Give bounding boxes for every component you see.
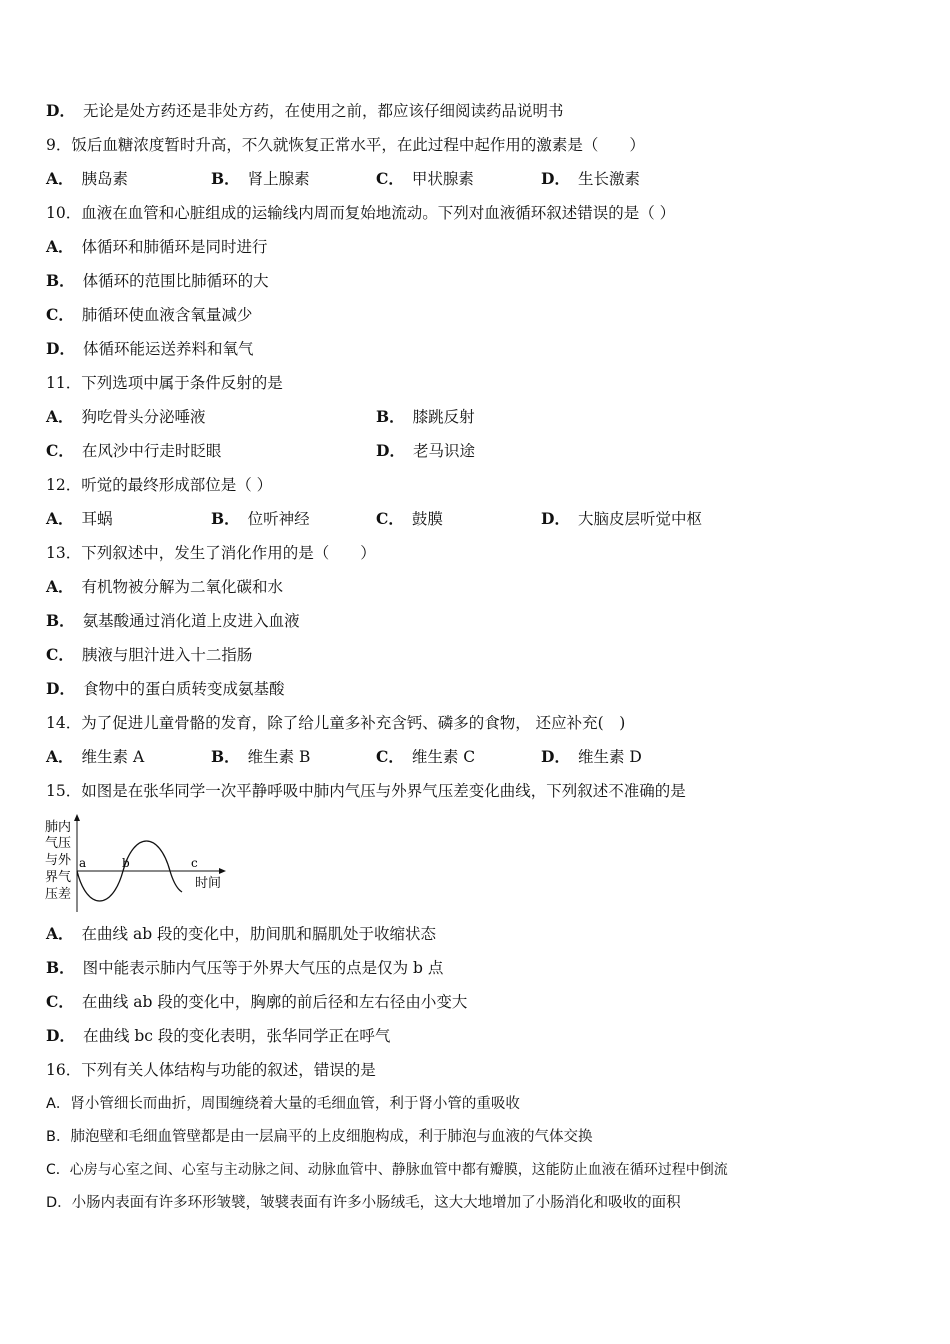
option-label: A． bbox=[46, 924, 74, 943]
q8-option-d bbox=[46, 100, 563, 122]
option-label: B． bbox=[46, 1129, 71, 1145]
option-text: 体循环和肺循环是同时进行 bbox=[81, 238, 268, 256]
q11-option-a bbox=[46, 406, 206, 428]
y-axis-label-line4: 界气 bbox=[45, 870, 72, 885]
option-label: A． bbox=[46, 237, 74, 256]
option-label: D． bbox=[541, 509, 570, 528]
x-axis-arrow bbox=[219, 868, 226, 874]
q12-stem: 12．听觉的最终形成部位是（ ） bbox=[46, 476, 273, 494]
option-label: D． bbox=[376, 441, 405, 460]
option-text: 肾上腺素 bbox=[247, 170, 310, 188]
option-text: 生长激素 bbox=[577, 170, 640, 188]
option-label: B． bbox=[46, 611, 75, 630]
q16-option-b bbox=[46, 1126, 592, 1148]
option-label: B． bbox=[211, 747, 240, 766]
q10-stem: 10．血液在血管和心脏组成的运输线内周而复始地流动。下列对血液循环叙述错误的是（ ） bbox=[46, 204, 676, 222]
option-text: 胰液与胆汁进入十二指肠 bbox=[81, 646, 253, 664]
q15-option-d bbox=[46, 1025, 390, 1047]
q15-option-a bbox=[46, 923, 436, 945]
q14-option-b bbox=[211, 746, 310, 768]
y-axis-label-line2: 气压 bbox=[45, 836, 72, 851]
option-text: 氨基酸通过消化道上皮进入血液 bbox=[82, 612, 300, 630]
pressure-curve-figure bbox=[44, 814, 234, 914]
point-c-label: c bbox=[191, 856, 198, 870]
y-axis-label-line3: 与外 bbox=[45, 853, 72, 868]
q9-stem: 9．饭后血糖浓度暂时升高，不久就恢复正常水平，在此过程中起作用的激素是（ ） bbox=[46, 136, 645, 154]
q16-option-c bbox=[46, 1159, 728, 1181]
option-text: 无论是处方药还是非处方药，在使用之前，都应该仔细阅读药品说明书 bbox=[82, 102, 564, 120]
option-text: 肺泡壁和毛细血管壁都是由一层扁平的上皮细胞构成，利于肺泡与血液的气体交换 bbox=[70, 1129, 593, 1145]
q15-option-b bbox=[46, 957, 443, 979]
q10-option-c bbox=[46, 304, 252, 326]
option-label: B． bbox=[46, 958, 75, 977]
y-axis-label-line5: 压差 bbox=[45, 887, 72, 902]
option-text: 维生素 B bbox=[247, 748, 311, 766]
q16-option-a bbox=[46, 1093, 520, 1115]
q15-option-c bbox=[46, 991, 467, 1013]
option-label: C． bbox=[46, 305, 74, 324]
option-text: 维生素 D bbox=[577, 748, 642, 766]
option-text: 在曲线 bc 段的变化表明，张华同学正在呼气 bbox=[82, 1027, 391, 1045]
option-label: A． bbox=[46, 169, 74, 188]
option-label: C． bbox=[46, 992, 74, 1011]
option-text: 大脑皮层听觉中枢 bbox=[577, 510, 702, 528]
q9-option-b bbox=[211, 168, 310, 190]
q9-option-c bbox=[376, 168, 474, 190]
q14-option-d bbox=[541, 746, 642, 768]
q11-option-b bbox=[376, 406, 475, 428]
q13-stem: 13．下列叙述中，发生了消化作用的是（ ） bbox=[46, 544, 376, 562]
option-label: C． bbox=[46, 645, 74, 664]
option-label: A． bbox=[46, 747, 74, 766]
option-label: D． bbox=[46, 339, 75, 358]
y-axis-arrow bbox=[74, 814, 80, 821]
q11-stem: 11．下列选项中属于条件反射的是 bbox=[46, 374, 283, 392]
option-text: 小肠内表面有许多环形皱襞，皱襞表面有许多小肠绒毛，这大大地增加了小肠消化和吸收的面积 bbox=[71, 1195, 681, 1211]
option-label: A． bbox=[46, 407, 74, 426]
option-text: 心房与心室之间、心室与主动脉之间、动脉血管中、静脉血管中都有瓣膜，这能防止血液在循环过程中倒流 bbox=[69, 1162, 728, 1178]
option-text: 食物中的蛋白质转变成氨基酸 bbox=[82, 680, 285, 698]
option-label: D． bbox=[541, 169, 570, 188]
q14-option-c bbox=[376, 746, 475, 768]
q11-option-c bbox=[46, 440, 221, 462]
option-label: C． bbox=[376, 169, 404, 188]
y-axis-label-line1: 肺内 bbox=[45, 820, 72, 835]
option-label: C． bbox=[46, 1162, 70, 1178]
option-text: 老马识途 bbox=[412, 442, 475, 460]
q10-option-a bbox=[46, 236, 268, 258]
option-text: 在曲线 ab 段的变化中，肋间肌和膈肌处于收缩状态 bbox=[81, 925, 437, 943]
q12-option-b bbox=[211, 508, 310, 530]
option-label: B． bbox=[46, 271, 75, 290]
option-text: 甲状腺素 bbox=[411, 170, 474, 188]
q12-option-a bbox=[46, 508, 113, 530]
option-label: B． bbox=[211, 169, 240, 188]
q10-option-b bbox=[46, 270, 269, 292]
option-text: 维生素 A bbox=[81, 748, 145, 766]
q14-option-a bbox=[46, 746, 144, 768]
option-text: 维生素 C bbox=[411, 748, 476, 766]
option-text: 在风沙中行走时眨眼 bbox=[81, 442, 222, 460]
option-text: 体循环的范围比肺循环的大 bbox=[82, 272, 269, 290]
q12-option-c bbox=[376, 508, 443, 530]
x-axis-label: 时间 bbox=[195, 876, 222, 891]
q10-option-d bbox=[46, 338, 253, 360]
option-label: D． bbox=[46, 1195, 72, 1211]
option-text: 在曲线 ab 段的变化中，胸廓的前后径和左右径由小变大 bbox=[81, 993, 468, 1011]
option-label: B． bbox=[211, 509, 240, 528]
option-label: D． bbox=[46, 101, 75, 120]
q13-option-a bbox=[46, 576, 283, 598]
option-label: C． bbox=[376, 747, 404, 766]
q16-option-d bbox=[46, 1192, 681, 1214]
q12-option-d bbox=[541, 508, 702, 530]
q13-option-d bbox=[46, 678, 284, 700]
q11-option-d bbox=[376, 440, 475, 462]
option-text: 耳蜗 bbox=[81, 510, 113, 528]
option-label: A． bbox=[46, 1096, 71, 1112]
q13-option-c bbox=[46, 644, 252, 666]
point-a-label: a bbox=[79, 856, 87, 870]
q16-stem: 16．下列有关人体结构与功能的叙述，错误的是 bbox=[46, 1061, 376, 1079]
option-text: 体循环能运送养料和氧气 bbox=[82, 340, 254, 358]
option-text: 狗吃骨头分泌唾液 bbox=[81, 408, 206, 426]
option-label: A． bbox=[46, 577, 74, 596]
q9-option-d bbox=[541, 168, 640, 190]
q15-stem: 15．如图是在张华同学一次平静呼吸中肺内气压与外界气压差变化曲线，下列叙述不准确的是 bbox=[46, 782, 686, 800]
option-text: 膝跳反射 bbox=[412, 408, 475, 426]
option-text: 肺循环使血液含氧量减少 bbox=[81, 306, 253, 324]
option-label: A． bbox=[46, 509, 74, 528]
option-text: 图中能表示肺内气压等于外界大气压的点是仅为 b 点 bbox=[82, 959, 444, 977]
option-label: D． bbox=[46, 1026, 75, 1045]
option-text: 胰岛素 bbox=[81, 170, 129, 188]
option-label: D． bbox=[541, 747, 570, 766]
option-label: C． bbox=[376, 509, 404, 528]
q13-option-b bbox=[46, 610, 300, 632]
option-label: D． bbox=[46, 679, 75, 698]
option-label: B． bbox=[376, 407, 405, 426]
option-text: 有机物被分解为二氧化碳和水 bbox=[81, 578, 284, 596]
q9-option-a bbox=[46, 168, 128, 190]
option-text: 位听神经 bbox=[247, 510, 310, 528]
option-text: 肾小管细长而曲折，周围缠绕着大量的毛细血管，利于肾小管的重吸收 bbox=[70, 1096, 520, 1112]
option-text: 鼓膜 bbox=[411, 510, 443, 528]
option-label: C． bbox=[46, 441, 74, 460]
q14-stem: 14．为了促进儿童骨骼的发育，除了给儿童多补充含钙、磷多的食物， 还应补充( ) bbox=[46, 714, 626, 732]
point-b-label: b bbox=[122, 856, 130, 870]
